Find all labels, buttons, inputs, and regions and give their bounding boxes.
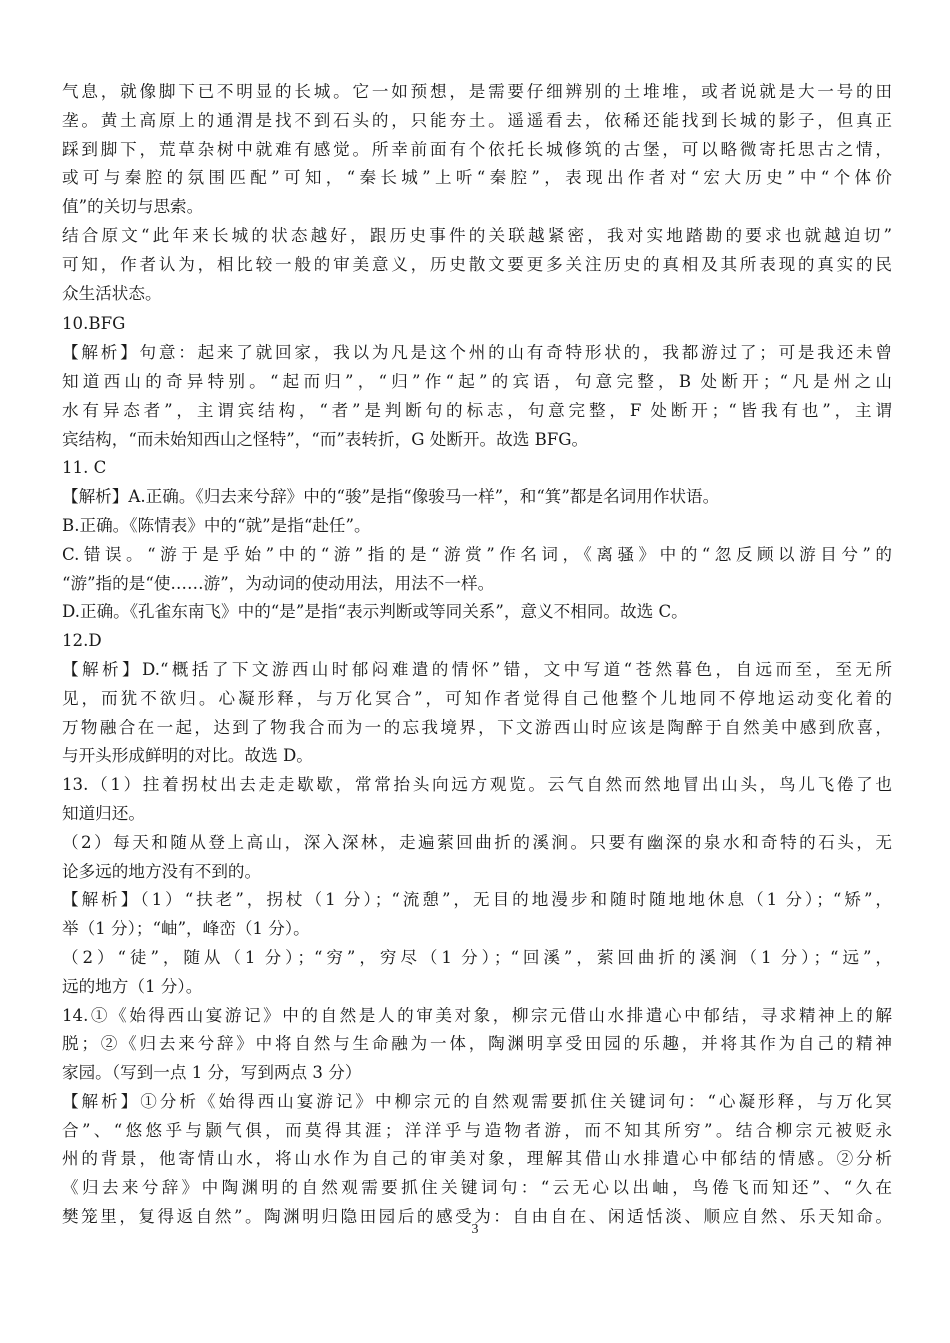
text-line: 举（1 分）；“岫”，峰峦（1 分）。 xyxy=(62,919,310,939)
text-line: 气息，就像脚下已不明显的长城。它一如预想，是需要仔细辨别的土堆堆，或者说就是大一号的田 xyxy=(62,82,892,101)
text-line: 踩到脚下，荒草杂树中就难有感觉。所幸前面有个依托长城修筑的古堡，可以略微寄托思古之情， xyxy=(62,139,892,159)
text-line: 结合原文“此年来长城的状态越好，跟历史事件的关联越紧密，我对实地踏勘的要求也就越迫切” xyxy=(62,225,892,245)
text-line: 知道归还。 xyxy=(62,803,145,823)
answer-13: 13.（1）拄着拐杖出去走走歇歇，常常抬头向远方观览。云气自然而然地冒出山头，鸟儿飞倦了也 xyxy=(62,775,892,795)
text-line: （2）每天和随从登上高山，深入深林，走遍萦回曲折的溪涧。只要有幽深的泉水和奇特的石头，无 xyxy=(62,832,892,852)
text-line: 樊笼里，复得返自然”。陶渊明归隐田园后的感受为：自由自在、闲适恬淡、顺应自然、乐天知命。 xyxy=(62,1207,892,1227)
text-line: 合”、“悠悠乎与颢气俱，而莫得其涯；洋洋乎与造物者游，而不知其所穷”。结合柳宗元被贬永 xyxy=(62,1120,892,1140)
answer-11: 11. C xyxy=(62,458,107,478)
text-line: D.正确。《孔雀东南飞》中的“是”是指“表示判断或等同关系”，意义不相同。故选 C。 xyxy=(62,602,688,622)
text-line: 与开头形成鲜明的对比。故选 D。 xyxy=(62,746,313,766)
text-line: B.正确。《陈情表》中的“就”是指“赴任”。 xyxy=(62,515,371,535)
text-line: 脱；②《归去来兮辞》中将自然与生命融为一体，陶渊明享受田园的乐趣，并将其作为自己的精神 xyxy=(62,1034,892,1054)
text-line: 可知，作者认为，相比较一般的审美意义，历史散文要更多关注历史的真相及其所表现的真实的民 xyxy=(62,254,892,274)
text-line: 【解析】（1）“扶老”，拐杖（1 分）；“流憩”，无目的地漫步和随时随地地休息（1 分）；“矫”， xyxy=(62,890,893,910)
answer-10: 10.BFG xyxy=(62,314,126,334)
document-body xyxy=(62,78,892,1232)
text-line: 【解析】①分析《始得西山宴游记》中柳宗元的自然观需要抓住关键词句：“心凝形释，与万化冥 xyxy=(62,1091,892,1111)
page-number: 3 xyxy=(471,1222,479,1237)
text-line: 远的地方（1 分）。 xyxy=(62,976,203,996)
text-line: 家园。（写到一点 1 分，写到两点 3 分） xyxy=(62,1063,362,1083)
answer-12: 12.D xyxy=(62,631,102,651)
text-line: 万物融合在一起，达到了物我合而为一的忘我境界，下文游西山时应该是陶醉于自然美中感到欣喜， xyxy=(62,717,892,737)
text-line: （2）“徒”，随从（1 分）；“穷”，穷尽（1 分）；“回溪”，萦回曲折的溪涧（1 分）；“远”， xyxy=(62,947,892,967)
text-line: C.错误。“游于是乎始”中的“游”指的是“游赏”作名词，《离骚》中的“忽反顾以游目兮”的 xyxy=(62,544,892,564)
answer-14: 14.①《始得西山宴游记》中的自然是人的审美对象，柳宗元借山水排遣心中郁结，寻求精神上的解 xyxy=(62,1005,892,1025)
text-line: 【解析】D.“概括了下文游西山时郁闷难遣的情怀”错，文中写道“苍然暮色，自远而至，至无所 xyxy=(62,659,892,679)
text-line: 知道西山的奇异特别。“起而归”，“归”作“起”的宾语，句意完整，B 处断开；“凡是州之山 xyxy=(62,371,892,391)
text-line: “游”指的是“使……游”，为动词的使动用法，用法不一样。 xyxy=(62,573,495,593)
text-line: 值”的关切与思索。 xyxy=(62,197,204,217)
text-line: 见，而犹不欲归。心凝形释，与万化冥合”，可知作者觉得自己他整个儿地同不停地运动变化着的 xyxy=(62,688,892,708)
text-line: 水有异态者”，主谓宾结构，“者”是判断句的标志，句意完整，F 处断开；“皆我有也”，主谓 xyxy=(62,400,892,420)
text-line: 垄。黄土高原上的通渭是找不到石头的，只能夯土。遥遥看去，依稀还能找到长城的影子，但真正 xyxy=(62,110,892,130)
text-line: 众生活状态。 xyxy=(62,283,162,303)
text-line: 宾结构，“而未始知西山之怪特”，“而”表转折，G 处断开。故选 BFG。 xyxy=(62,429,589,449)
text-line: 或可与秦腔的氛围匹配”可知，“秦长城”上听“秦腔”，表现出作者对“宏大历史”中“个体价 xyxy=(62,168,892,188)
text-line: 州的背景，他寄情山水，将山水作为自己的审美对象，理解其借山水排遣心中郁结的情感。②分析 xyxy=(62,1149,892,1169)
text-line: 《归去来兮辞》中陶渊明的自然观需要抓住关键词句：“云无心以出岫，鸟倦飞而知还”、“久在 xyxy=(62,1178,892,1198)
text-line: 论多远的地方没有不到的。 xyxy=(62,861,262,881)
text-line: 【解析】句意：起来了就回家，我以为凡是这个州的山有奇特形状的，我都游过了；可是我还未曾 xyxy=(62,343,892,363)
text-line: 【解析】A.正确。《归去来兮辞》中的“骏”是指“像骏马一样”，和“箕”都是名词用作状语。 xyxy=(62,487,720,507)
